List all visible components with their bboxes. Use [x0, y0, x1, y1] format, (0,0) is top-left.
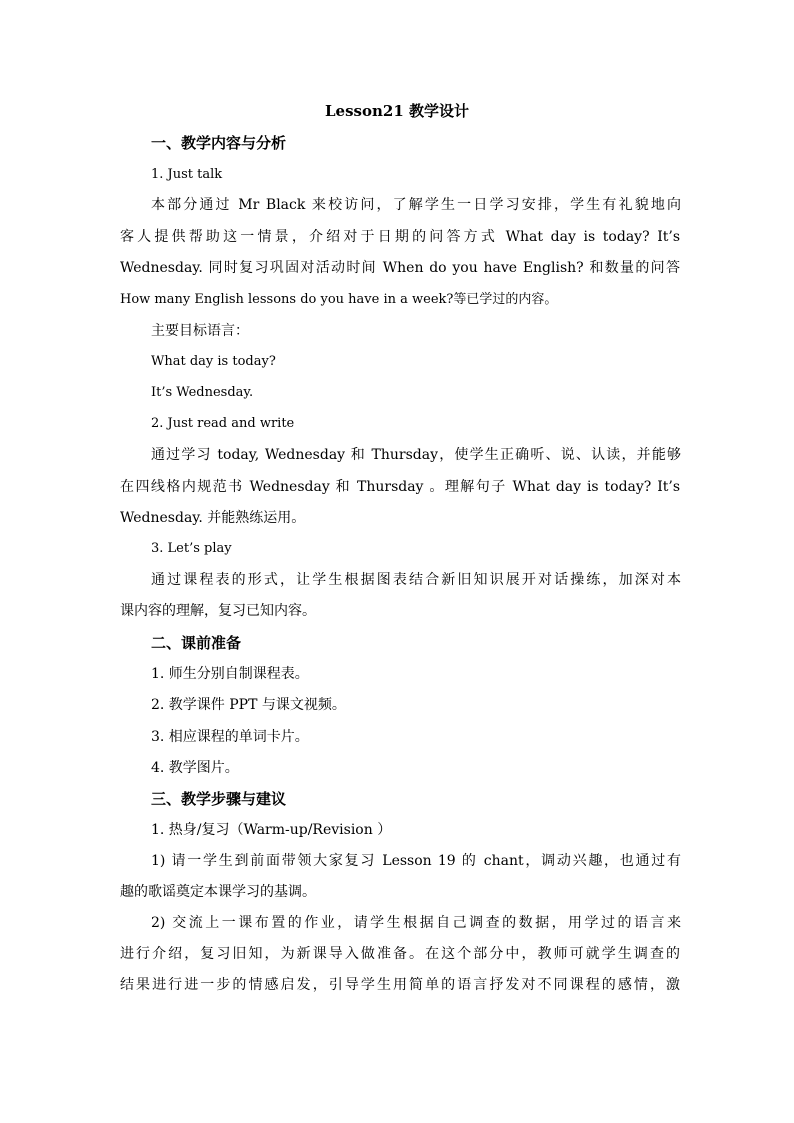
target-language-question: What day is today? — [151, 354, 276, 369]
section3-para2-line2: 进行介绍，复习旧知，为新课导入做准备。在这个部分中，教师可就学生调查的 — [120, 946, 680, 962]
section1-para1-line2: 客人提供帮助这一情景，介绍对于日期的问答方式 What day is today? It’s — [120, 229, 680, 245]
section1-para1-line3: Wednesday. 同时复习巩固对活动时间 When do you have English? 和数量的问答 — [120, 260, 680, 276]
section1-para2-line1: 通过学习 today, Wednesday 和 Thursday，使学生正确听、说、认读，并能够 — [151, 447, 681, 463]
section3-para2-line1: 2) 交流上一课布置的作业，请学生根据自己调查的数据，用学过的语言来 — [151, 915, 681, 931]
section2-item-1: 1. 师生分别自制课程表。 — [151, 666, 309, 682]
section2-heading: 二、课前准备 — [151, 634, 242, 652]
section2-item-3: 3. 相应课程的单词卡片。 — [151, 729, 309, 745]
section3-para1-line2: 趣的歌谣奠定本课学习的基调。 — [120, 884, 316, 900]
section1-para2-line2: 在四线格内规范书 Wednesday 和 Thursday 。理解句子 What day is today? It’s — [120, 479, 680, 495]
target-language-label: 主要目标语言： — [151, 323, 249, 339]
section3-para2-line3: 结果进行进一步的情感启发，引导学生用简单的语言抒发对不同课程的感情，激 — [120, 977, 680, 993]
section3-subheading-warmup: 1. 热身/复习（Warm-up/Revision ） — [151, 822, 392, 838]
section1-para3-line2: 课内容的理解，复习已知内容。 — [120, 603, 316, 619]
section1-para1-line1: 本部分通过 Mr Black 来校访问，了解学生一日学习安排，学生有礼貌地向 — [151, 197, 681, 213]
section1-subheading-read-write: 2. Just read and write — [151, 416, 295, 431]
section1-subheading-lets-play: 3. Let’s play — [151, 541, 232, 556]
section2-item-4: 4. 教学图片。 — [151, 760, 239, 776]
section3-heading: 三、教学步骤与建议 — [151, 790, 287, 808]
document-title: Lesson21 教学设计 — [325, 102, 469, 120]
section3-para1-line1: 1) 请一学生到前面带领大家复习 Lesson 19 的 chant，调动兴趣，也通过有 — [151, 853, 681, 869]
target-language-answer: It’s Wednesday. — [151, 385, 254, 400]
section1-para1-line4: How many English lessons do you have in a week?等已学过的内容。 — [120, 292, 558, 307]
section1-para3-line1: 通过课程表的形式，让学生根据图表结合新旧知识展开对话操练，加深对本 — [151, 572, 681, 588]
section2-item-2: 2. 教学课件 PPT 与课文视频。 — [151, 697, 346, 713]
section1-heading: 一、教学内容与分析 — [151, 134, 287, 152]
section1-para2-line3: Wednesday. 并能熟练运用。 — [120, 510, 306, 526]
section1-subheading-just-talk: 1. Just talk — [151, 167, 223, 182]
